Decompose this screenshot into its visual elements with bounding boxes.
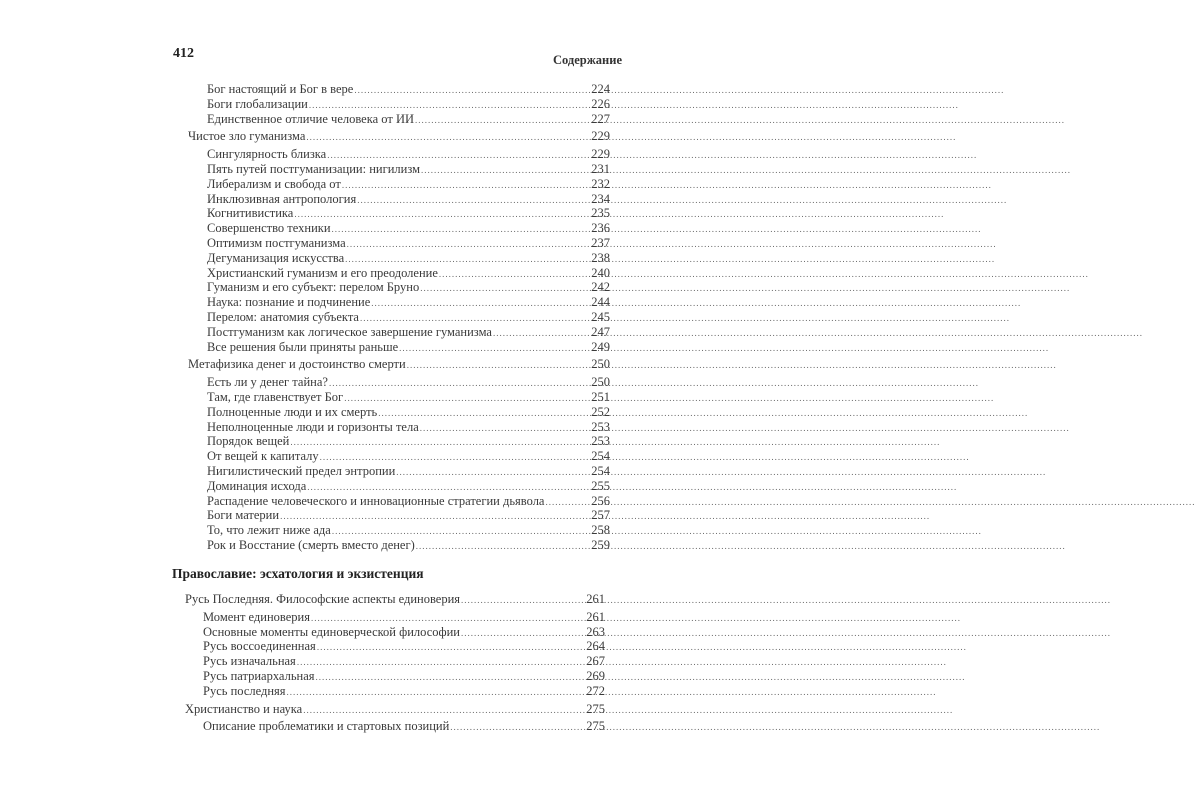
entry-page-number: 250	[591, 357, 610, 372]
entry-title: Русь последняя	[203, 683, 286, 698]
entry-title: Чистое зло гуманизма	[188, 129, 306, 144]
part-heading: Православие: эсхатология и экзистенция	[172, 566, 424, 581]
entry-page-number: 252	[591, 404, 610, 419]
dot-leader	[280, 509, 590, 524]
entry-page-number: 251	[591, 389, 610, 404]
entry-title: Есть ли у денег тайна?	[207, 375, 328, 390]
dot-leader	[439, 267, 590, 282]
dot-leader	[545, 495, 590, 510]
entry-title: Боги материи	[207, 508, 280, 523]
entry-title: Сингулярность близка	[207, 147, 327, 162]
entry-page-number: 229	[591, 129, 610, 144]
toc-section-entry	[170, 280, 610, 295]
entry-page-number: 242	[591, 280, 610, 295]
toc-section-entry	[170, 538, 610, 553]
entry-page-number: 275	[586, 719, 605, 734]
dot-leader	[311, 611, 585, 626]
dot-leader	[399, 341, 590, 356]
entry-title: Там, где главенствует Бог	[207, 389, 344, 404]
dot-leader	[306, 130, 590, 145]
dot-leader	[297, 655, 585, 670]
entry-title: Русь патриархальная	[203, 668, 315, 683]
dot-leader	[415, 113, 590, 128]
toc-section-entry	[170, 669, 610, 684]
entry-title: Неполноценные люди и горизонты тела	[207, 419, 419, 434]
toc-section-entry	[170, 508, 610, 523]
entry-page-number: 263	[586, 624, 605, 639]
dot-leader	[345, 252, 590, 267]
entry-title: Христианство и наука	[185, 701, 303, 716]
entry-title: Русь воссоединенная	[203, 639, 316, 654]
entry-title: Постгуманизм как логическое завершение гуманизма	[207, 324, 492, 339]
entry-page-number: 236	[591, 221, 610, 236]
entry-title: Полноценные люди и их смерть	[207, 404, 378, 419]
toc-section-entry	[170, 192, 610, 207]
dot-leader	[307, 480, 590, 495]
entry-page-number: 261	[586, 592, 605, 606]
entry-title: Единственное отличие человека от ИИ	[207, 111, 415, 126]
dot-leader	[342, 178, 590, 193]
entry-title: Русь изначальная	[203, 654, 296, 669]
toc-section-entry	[170, 375, 610, 390]
toc-section-entry	[170, 625, 610, 640]
dot-leader	[347, 237, 591, 252]
entry-page-number: 257	[591, 508, 610, 523]
dot-leader	[332, 524, 590, 539]
dot-leader	[332, 222, 591, 237]
dot-leader	[344, 391, 590, 406]
entry-title: Христианский гуманизм и его преодоление	[207, 265, 438, 280]
toc-section-entry	[170, 494, 610, 509]
toc-section-entry	[170, 719, 610, 734]
entry-page-number: 226	[591, 96, 610, 111]
toc-section-entry	[170, 420, 610, 435]
toc-section-entry	[170, 82, 610, 97]
entry-page-number: 269	[586, 668, 605, 683]
dot-leader	[309, 98, 590, 113]
entry-page-number: 227	[591, 111, 610, 126]
entry-title: Когнитивистика	[207, 206, 294, 221]
dot-leader	[360, 311, 590, 326]
entry-title: Момент единоверия	[203, 609, 310, 624]
entry-page-number: 255	[591, 478, 610, 493]
entry-page-number: 229	[591, 147, 610, 162]
dot-leader	[371, 296, 590, 311]
entry-page-number: 253	[591, 434, 610, 449]
entry-page-number: 258	[591, 523, 610, 538]
toc-section-entry	[170, 639, 610, 654]
entry-title: Распадение человеческого и инновационные стратегии дьявола	[207, 493, 545, 508]
toc-section-entry	[170, 112, 610, 127]
toc-section-entry	[170, 206, 610, 221]
toc-section-entry	[170, 464, 610, 479]
entry-title: Описание проблематики и стартовых позиций	[203, 719, 450, 734]
entry-title: Порядок вещей	[207, 434, 290, 449]
toc-section-entry	[170, 390, 610, 405]
entry-page-number: 250	[591, 375, 610, 390]
toc-chapter-entry	[170, 129, 610, 144]
entry-page-number: 261	[586, 609, 605, 624]
entry-title: Инклюзивная антропология	[207, 191, 357, 206]
entry-title: Боги глобализации	[207, 96, 308, 111]
entry-page-number: 234	[591, 191, 610, 206]
dot-leader	[407, 358, 591, 373]
dot-leader	[493, 326, 590, 341]
entry-page-number: 259	[591, 537, 610, 552]
toc-section-entry	[170, 251, 610, 266]
dot-leader	[461, 626, 585, 641]
toc-section-entry	[170, 340, 610, 355]
toc-chapter-entry	[170, 357, 610, 372]
dot-leader	[461, 593, 585, 608]
entry-page-number: 244	[591, 295, 610, 310]
entry-title: Оптимизм постгуманизма	[207, 235, 346, 250]
toc-chapter-entry	[170, 702, 610, 717]
entry-title: Совершенство техники	[207, 221, 331, 236]
toc-section-entry	[170, 449, 610, 464]
entry-title: Метафизика денег и достоинство смерти	[188, 357, 406, 372]
dot-leader	[421, 163, 590, 178]
toc-section-entry	[170, 523, 610, 538]
entry-page-number: 231	[591, 161, 610, 176]
dot-leader	[287, 685, 586, 700]
entry-title: Гуманизм и его субъект: перелом Бруно	[207, 280, 420, 295]
dot-leader	[396, 465, 590, 480]
entry-title: Нигилистический предел энтропии	[207, 463, 396, 478]
dot-leader	[320, 450, 591, 465]
entry-page-number: 237	[591, 235, 610, 250]
entry-page-number: 267	[586, 654, 605, 669]
toc-section-entry	[170, 684, 610, 699]
entry-title: Бог настоящий и Бог в вере	[207, 82, 354, 96]
toc-section-entry	[170, 405, 610, 420]
running-head: Содержание	[552, 53, 622, 67]
entry-title: Перелом: анатомия субъекта	[207, 309, 359, 324]
entry-title: То, что лежит ниже ада	[207, 523, 331, 538]
toc-part-1	[170, 82, 610, 553]
toc-section-entry	[170, 295, 610, 310]
entry-title: Наука: познание и подчинение	[207, 295, 371, 310]
entry-page-number: 235	[591, 206, 610, 221]
entry-page-number: 254	[591, 449, 610, 464]
toc-section-entry	[170, 266, 610, 281]
entry-title: Пять путей постгуманизации: нигилизм	[207, 161, 421, 176]
dot-leader	[303, 703, 585, 718]
dot-leader	[317, 640, 585, 655]
toc-part-2	[170, 564, 610, 734]
toc-section-entry	[170, 221, 610, 236]
toc-section-entry	[170, 147, 610, 162]
dot-leader	[416, 539, 590, 554]
dot-leader	[327, 148, 590, 163]
entry-title: Основные моменты единоверческой философии	[203, 624, 460, 639]
entry-page-number: 253	[591, 419, 610, 434]
entry-title: Русь Последняя. Философские аспекты единоверия	[185, 592, 461, 606]
dot-leader	[354, 83, 590, 98]
dot-leader	[357, 193, 590, 208]
toc-section-entry	[170, 162, 610, 177]
entry-page-number: 238	[591, 250, 610, 265]
toc-section-entry	[170, 97, 610, 112]
entry-title: Доминация исхода	[207, 478, 307, 493]
toc-section-entry	[170, 479, 610, 494]
entry-title: От вещей к капиталу	[207, 449, 319, 464]
entry-page-number: 256	[591, 493, 610, 508]
entry-page-number: 275	[586, 701, 605, 716]
entry-title: Дегуманизация искусства	[207, 250, 345, 265]
dot-leader	[329, 376, 590, 391]
entry-page-number: 264	[586, 639, 605, 654]
toc-section-entry	[170, 434, 610, 449]
entry-page-number: 224	[591, 82, 610, 96]
entry-page-number: 247	[591, 324, 610, 339]
dot-leader	[450, 720, 585, 735]
dot-leader	[420, 281, 590, 296]
entry-title: Все решения были приняты раньше	[207, 339, 399, 354]
toc-section-entry	[170, 654, 610, 669]
toc-section-entry	[170, 236, 610, 251]
entry-page-number: 254	[591, 463, 610, 478]
toc-section-entry	[170, 325, 610, 340]
entry-page-number: 240	[591, 265, 610, 280]
entry-page-number: 245	[591, 309, 610, 324]
toc-chapter-entry	[170, 592, 610, 607]
toc-section-entry	[170, 177, 610, 192]
toc-section-entry	[170, 310, 610, 325]
dot-leader	[290, 435, 590, 450]
dot-leader	[294, 207, 590, 222]
page-number: 412	[173, 46, 194, 61]
dot-leader	[378, 406, 590, 421]
entry-title: Рок и Восстание (смерть вместо денег)	[207, 537, 415, 552]
entry-page-number: 232	[591, 176, 610, 191]
entry-page-number: 272	[586, 683, 605, 698]
entry-page-number: 249	[591, 339, 610, 354]
dot-leader	[316, 670, 586, 685]
dot-leader	[420, 421, 591, 436]
toc-section-entry	[170, 610, 610, 625]
entry-title: Либерализм и свобода от	[207, 176, 341, 191]
